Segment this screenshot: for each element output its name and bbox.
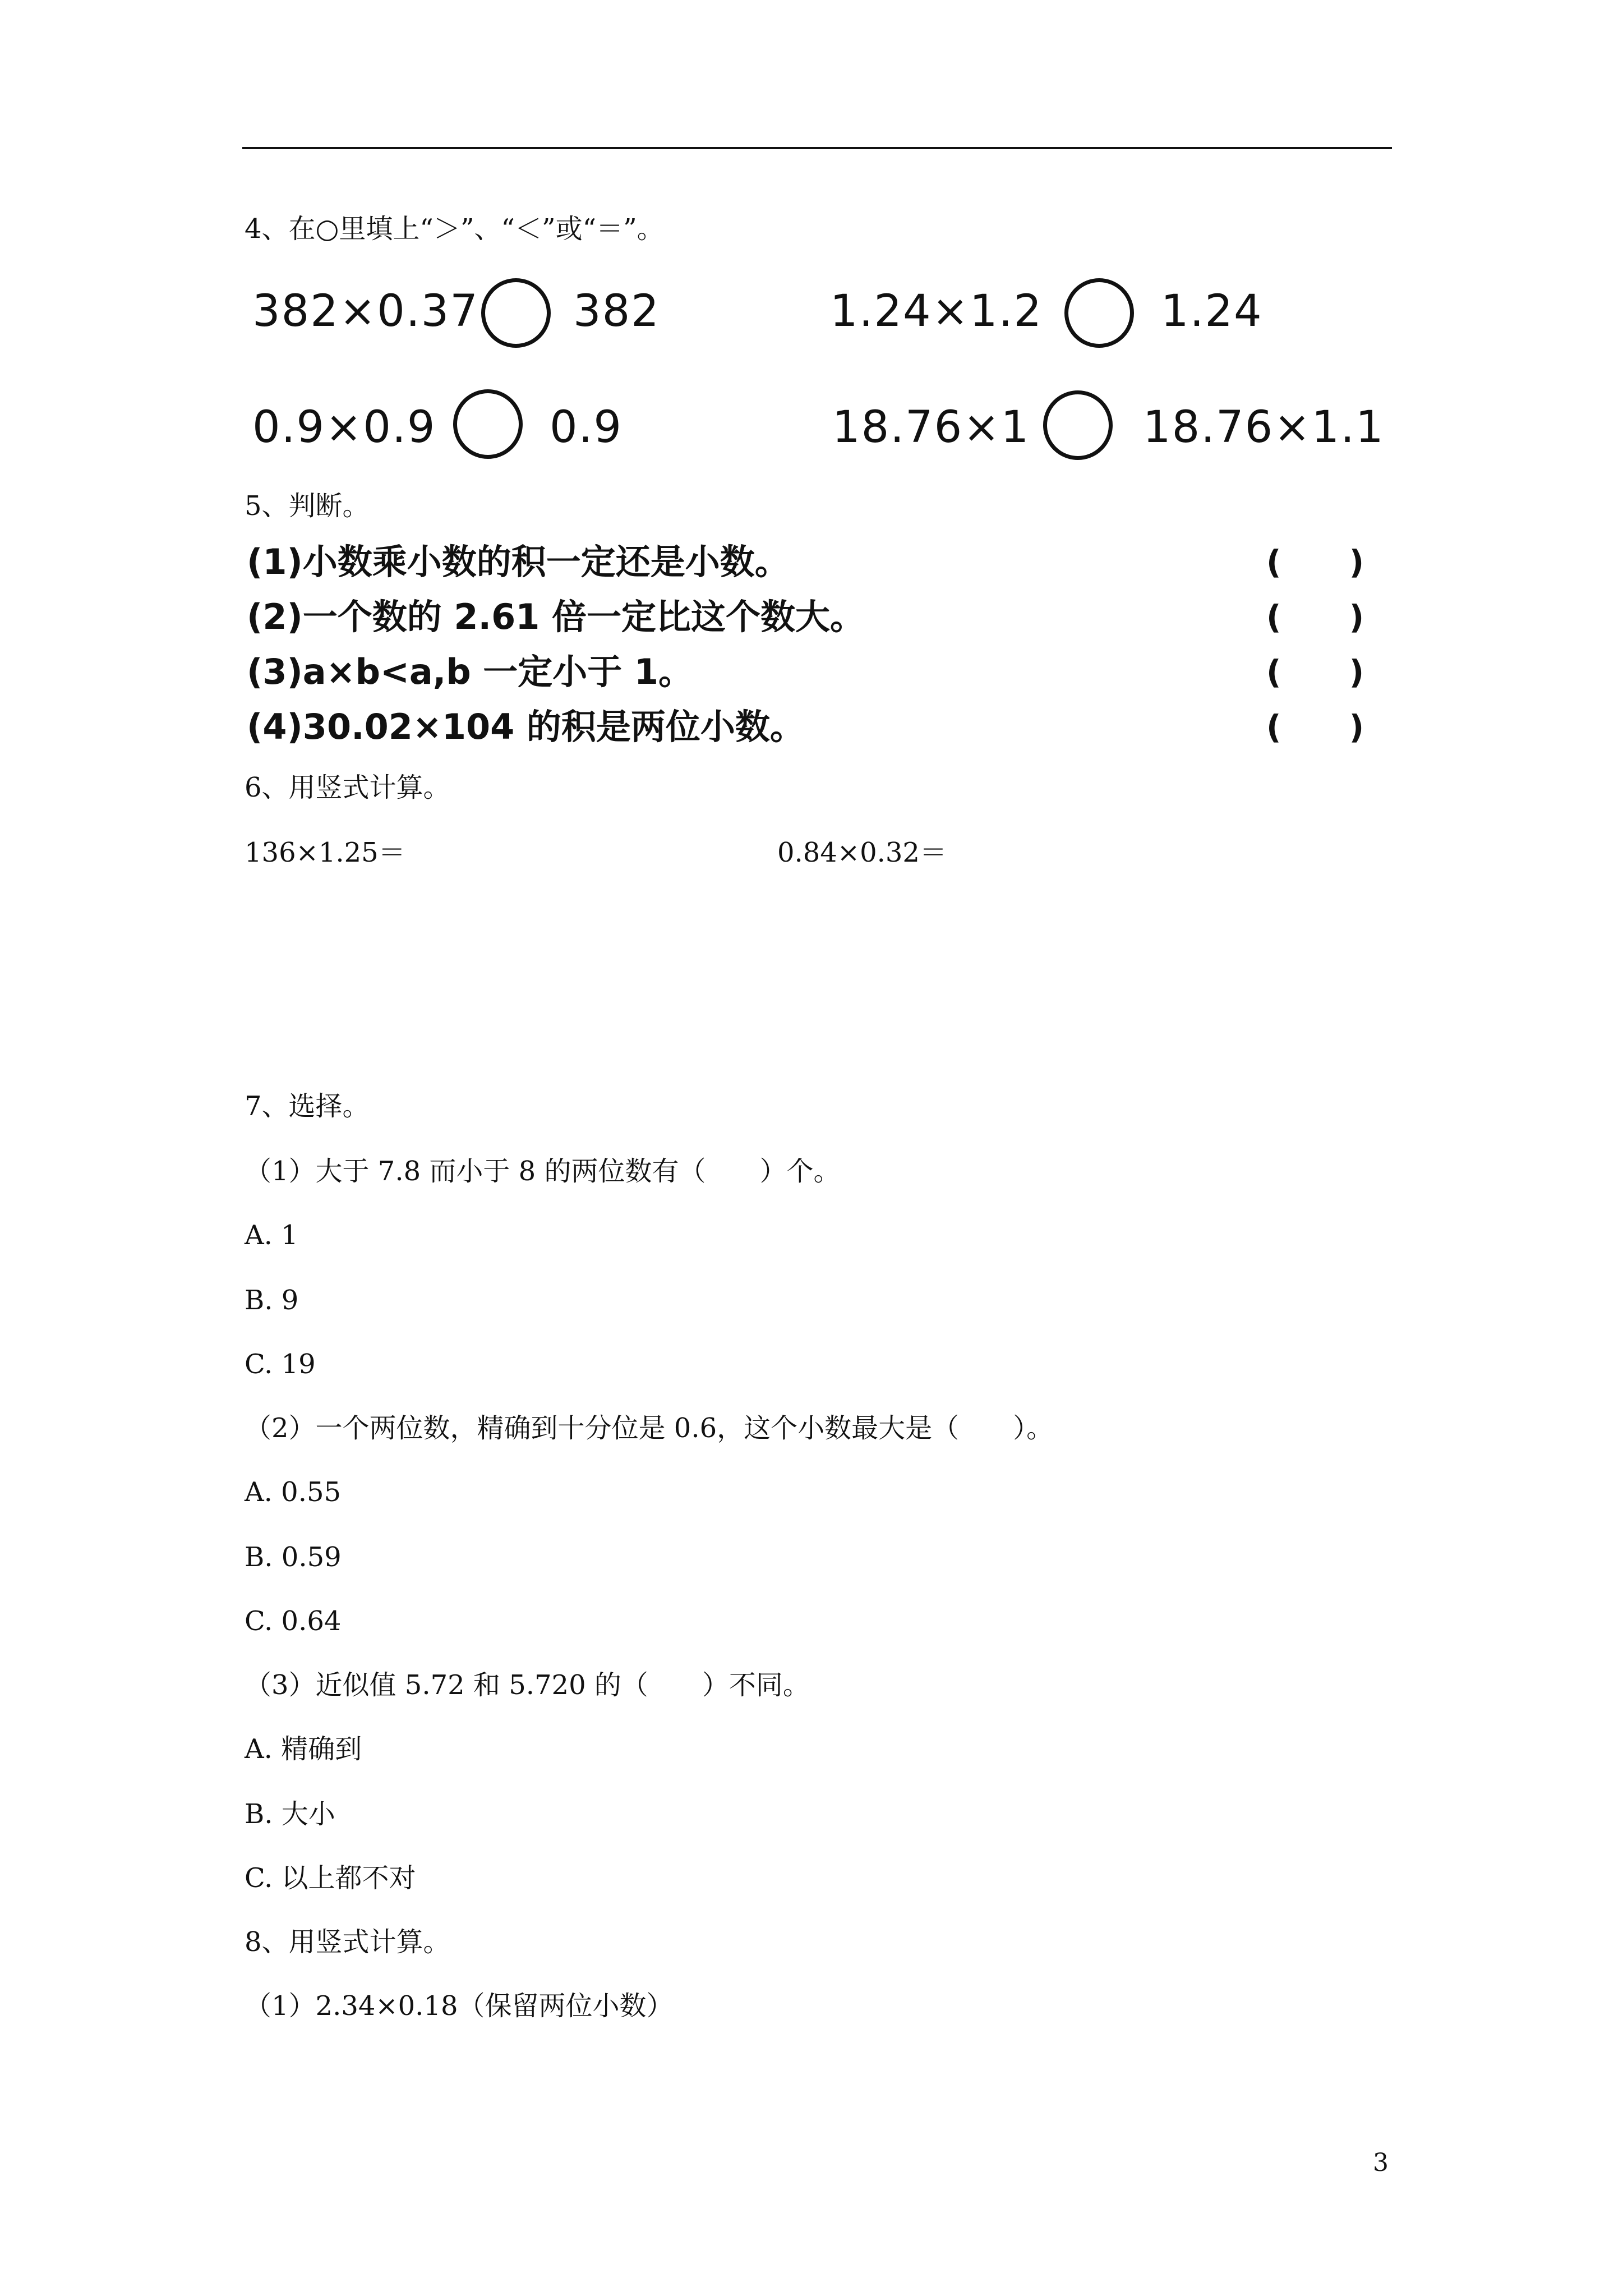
q4-item2-circle[interactable]: [1064, 278, 1134, 348]
q7-title: 7、选择。: [245, 1091, 370, 1122]
q5-item3-answer[interactable]: ( ): [1266, 653, 1364, 691]
q7-2-option-b[interactable]: B. 0.59: [245, 1542, 342, 1573]
q4-item2-right: 1.24: [1161, 286, 1263, 337]
q6-item1: 136×1.25＝: [245, 837, 405, 868]
q4-item1-circle[interactable]: [481, 278, 551, 348]
header-rule: [242, 147, 1392, 149]
q4-item1-left: 382×0.37: [252, 286, 479, 337]
q4-item4-left: 18.76×1: [832, 402, 1030, 453]
q8-title: 8、用竖式计算。: [245, 1926, 450, 1958]
q6-title: 6、用竖式计算。: [245, 772, 450, 803]
q4-item4-circle[interactable]: [1043, 390, 1113, 460]
q4-title: 4、在○里填上“＞”、“＜”或“＝”。: [245, 213, 664, 245]
q7-3-option-c[interactable]: C. 以上都不对: [245, 1862, 416, 1894]
q7-1-option-c[interactable]: C. 19: [245, 1349, 316, 1380]
q7-2-option-a[interactable]: A. 0.55: [245, 1476, 342, 1508]
q4-item2-left: 1.24×1.2: [830, 286, 1043, 337]
q4-item4-right: 18.76×1.1: [1143, 402, 1385, 453]
q6-item2: 0.84×0.32＝: [777, 837, 947, 868]
q5-item3: (3)a×b<a,b 一定小于 1。: [247, 651, 694, 692]
q8-item1: （1）2.34×0.18（保留两位小数）: [245, 1990, 674, 2022]
q7-2-stem: （2）一个两位数，精确到十分位是 0.6，这个小数最大是（ ）。: [245, 1412, 1054, 1444]
q7-3-option-b[interactable]: B. 大小: [245, 1798, 335, 1830]
q5-item4: (4)30.02×104 的积是两位小数。: [247, 706, 805, 747]
q7-1-option-a[interactable]: A. 1: [245, 1220, 298, 1251]
q4-item3-circle[interactable]: [453, 389, 523, 459]
q4-item3-right: 0.9: [550, 402, 623, 453]
q4-item1-right: 382: [573, 286, 660, 337]
q7-1-option-b[interactable]: B. 9: [245, 1285, 299, 1316]
q5-item2-answer[interactable]: ( ): [1266, 598, 1364, 636]
q4-item3-left: 0.9×0.9: [252, 402, 436, 453]
q5-item4-answer[interactable]: ( ): [1266, 708, 1364, 746]
q7-3-stem: （3）近似值 5.72 和 5.720 的（ ）不同。: [245, 1669, 810, 1701]
q5-item1: (1)小数乘小数的积一定还是小数。: [247, 541, 790, 582]
q5-item2: (2)一个数的 2.61 倍一定比这个数大。: [247, 596, 865, 637]
q5-item1-answer[interactable]: ( ): [1266, 543, 1364, 581]
q7-3-option-a[interactable]: A. 精确到: [245, 1733, 362, 1765]
q7-2-option-c[interactable]: C. 0.64: [245, 1605, 342, 1637]
q5-title: 5、判断。: [245, 490, 370, 522]
q7-1-stem: （1）大于 7.8 而小于 8 的两位数有（ ）个。: [245, 1156, 841, 1187]
page-number: 3: [1373, 2148, 1389, 2177]
